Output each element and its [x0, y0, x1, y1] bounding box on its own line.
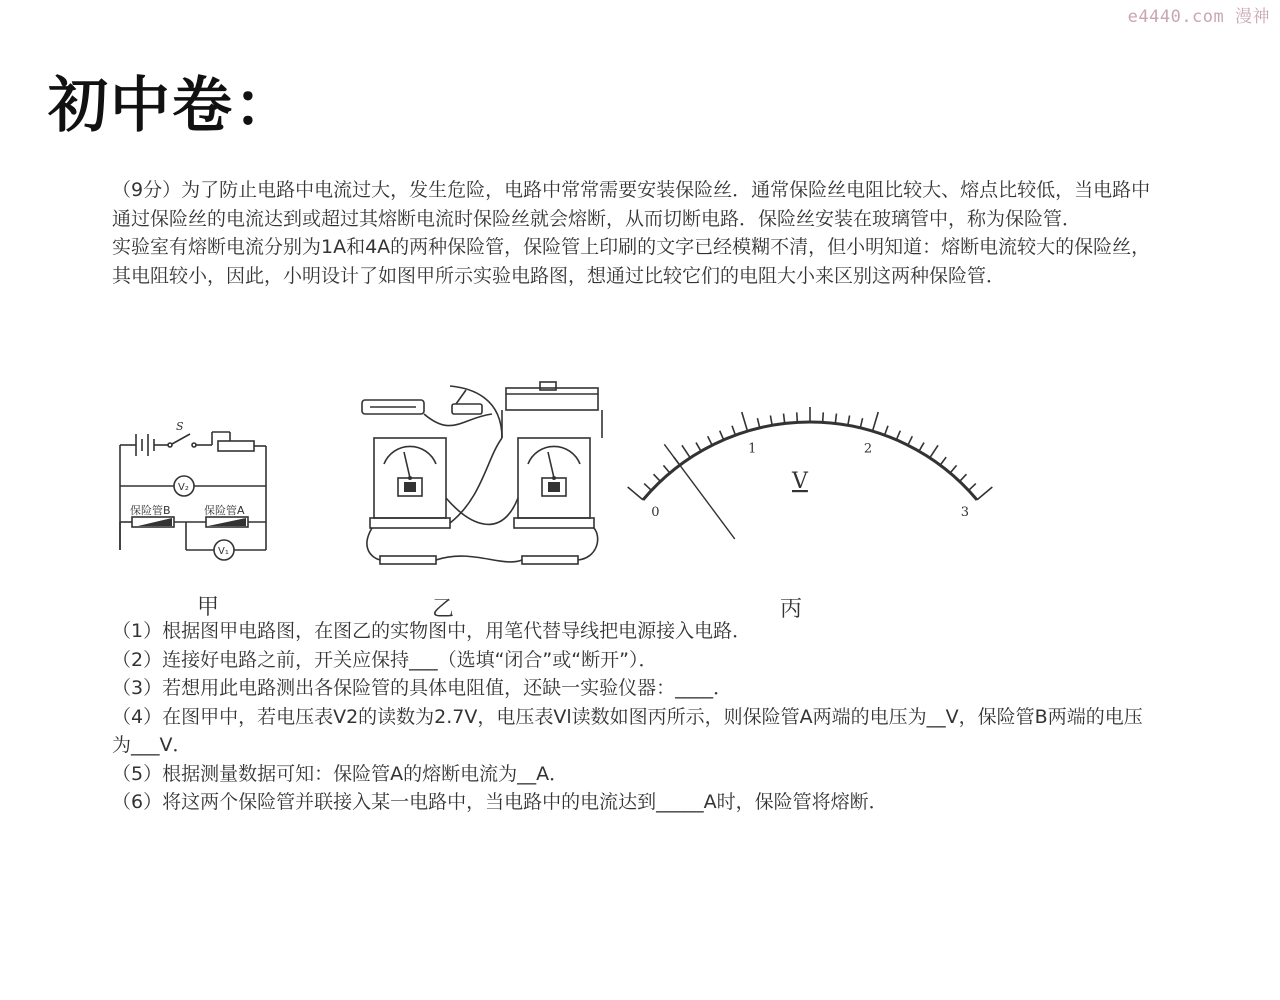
dial-tick — [930, 445, 938, 458]
dial-tick — [848, 415, 850, 425]
dial-tick — [835, 414, 836, 424]
voltmeter-dial-bing — [651, 390, 970, 550]
figures-row — [0, 370, 1280, 620]
dial-tick-label: 0 — [651, 505, 660, 521]
dial-tick — [628, 487, 643, 500]
dial-tick — [708, 436, 712, 445]
question-item: （1）根据图甲电路图，在图乙的实物图中，用笔代替导线把电源接入电路． — [112, 620, 752, 642]
meter-v1-label: V₁ — [218, 546, 229, 557]
switch-label: S — [176, 420, 184, 433]
dial-tick — [860, 418, 862, 428]
intro-paragraph-1: （9分）为了防止电路中电流过大，发生危险，电路中常常需要安装保险丝．通常保险丝电阻比较大、熔点比较低，当电路中通过保险丝的电流达到或超过其熔断电流时保险丝就会熔断，从而切断电路．保险丝安装在玻璃管中，称为保险管． — [112, 179, 1151, 230]
dial-tick — [977, 487, 992, 500]
dial-tick — [732, 426, 735, 435]
dial-tick — [950, 465, 956, 473]
dial-tick — [908, 436, 912, 445]
dial-tick — [720, 431, 724, 440]
page-title: 初中卷： — [48, 71, 296, 141]
dial-tick — [940, 457, 946, 465]
dial-tick-label: 2 — [863, 441, 873, 457]
dial-tick — [742, 412, 748, 431]
watermark: e4440.com 漫神 — [1127, 7, 1270, 27]
dial-needle — [664, 444, 734, 539]
dial-tick — [823, 412, 824, 422]
dial-tick — [770, 415, 772, 425]
dial-tick — [784, 414, 785, 424]
dial-tick — [797, 412, 798, 422]
dial-tick — [960, 474, 967, 481]
dial-tick — [757, 418, 759, 428]
apparatus-sketch-yi — [352, 378, 620, 574]
circuit-diagram-jia — [108, 410, 278, 570]
dial-tick-label: 1 — [748, 441, 757, 457]
question-item: （5）根据测量数据可知：保险管A的熔断电流为__A． — [112, 762, 569, 785]
question-item: （4）在图甲中，若电压表V2的读数为2.7V，电压表Vl读数如图丙所示，则保险管A两端的电压为__V，保险管B两端的电压为___V． — [112, 705, 1143, 756]
question-item: （6）将这两个保险管并联接入某一电路中，当电路中的电流达到_____A时，保险管将熔断． — [112, 791, 888, 813]
question-item: （3）若想用此电路测出各保险管的具体电阻值，还缺一实验仪器：____． — [112, 677, 733, 699]
dial-tick — [663, 465, 669, 473]
dial-tick — [896, 431, 900, 440]
tube-b-label: 保险管B — [130, 504, 171, 517]
question-list — [112, 617, 1152, 817]
dial-tick — [654, 474, 661, 481]
question-item: （2）连接好电路之前，开关应保持___（选填“闭合”或“断开”）． — [112, 648, 658, 671]
dial-tick — [919, 443, 924, 452]
problem-intro — [112, 176, 1152, 290]
dial-tick — [873, 412, 879, 431]
intro-paragraph-2: 实验室有熔断电流分别为1A和4A的两种保险管，保险管上印刷的文字已经模糊不清，但小明知道：熔断电流较大的保险丝，其电阻较小，因此，小明设计了如图甲所示实验电路图，想通过比较它们的电阻大小来区别这两种保险管． — [112, 236, 1151, 287]
dial-tick-label: 3 — [960, 505, 970, 521]
dial-tick — [885, 426, 888, 435]
meter-v2-label: V₂ — [178, 482, 189, 493]
dial-tick — [696, 443, 701, 452]
dial-tick — [969, 484, 976, 491]
figure-label-yi: 乙 — [432, 597, 455, 622]
figure-label-bing: 丙 — [780, 597, 803, 622]
dial-tick — [682, 445, 690, 458]
dial-tick — [644, 484, 651, 491]
figure-label-jia: 甲 — [197, 595, 220, 620]
tube-a-label: 保险管A — [204, 504, 245, 517]
dial-arc — [643, 422, 977, 500]
dial-unit-label: V — [792, 469, 808, 494]
